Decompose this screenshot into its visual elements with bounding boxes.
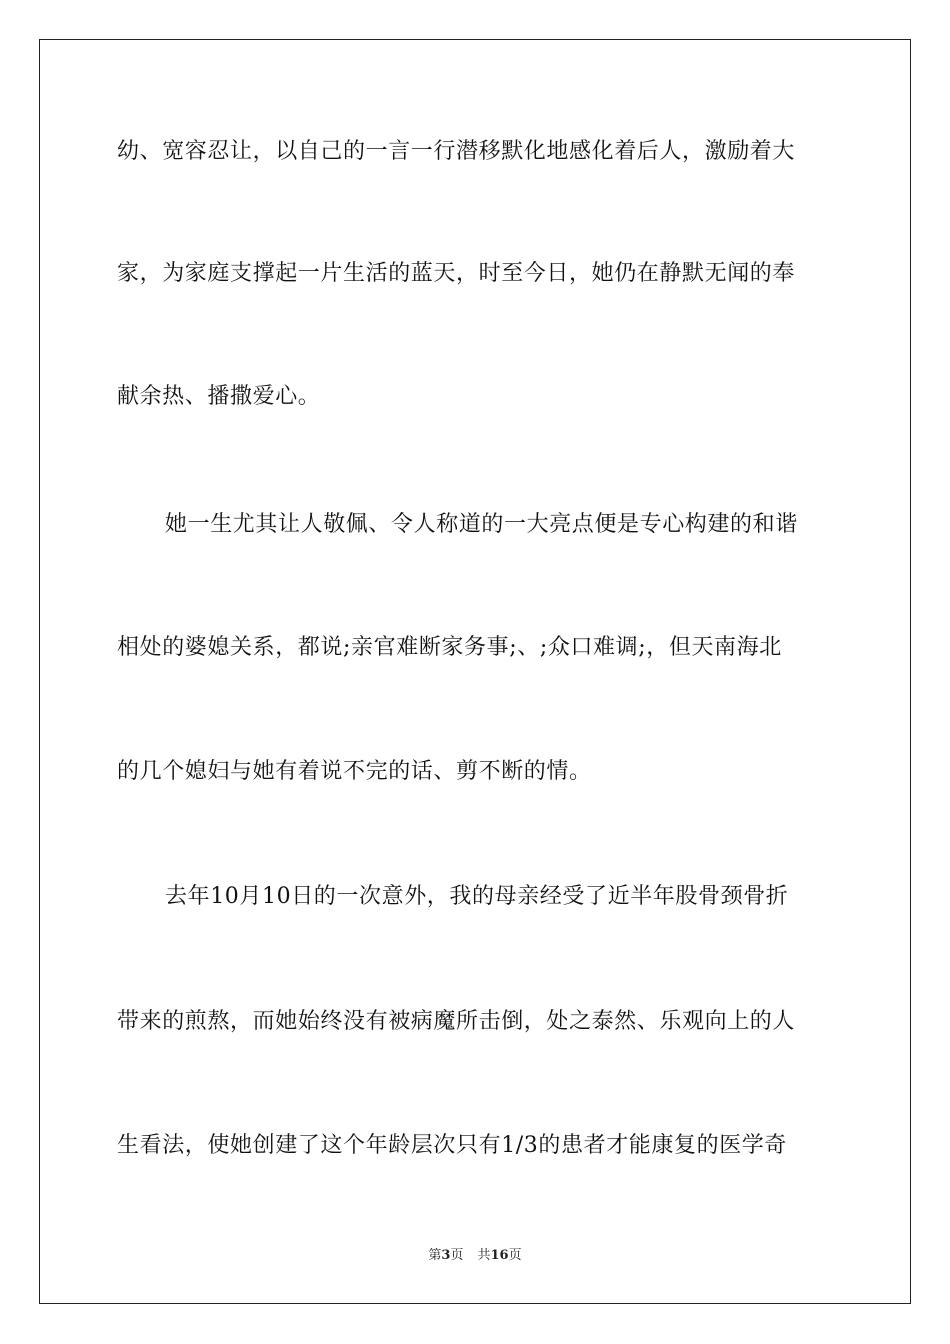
current-page-number: 3 bbox=[441, 1248, 451, 1263]
page-prefix: 第 bbox=[428, 1248, 442, 1263]
total-pages-label bbox=[477, 1248, 521, 1263]
text-line: 相处的婆媳关系，都说;亲官难断家务事;、;众口难调;，但天南海北 bbox=[117, 635, 782, 660]
text-line: 的几个媳妇与她有着说不完的话、剪不断的情。 bbox=[117, 759, 592, 784]
total-suffix: 页 bbox=[508, 1248, 522, 1263]
text-line: 带来的煎熬，而她始终没有被病魔所击倒，处之泰然、乐观向上的人 bbox=[117, 1009, 796, 1034]
page-footer bbox=[0, 1247, 950, 1265]
page-border bbox=[39, 39, 911, 1304]
text-line: 生看法，使她创建了这个年龄层次只有1/3的患者才能康复的医学奇 bbox=[117, 1133, 788, 1158]
text-line: 幼、宽容忍让，以自己的一言一行潜移默化地感化着后人，激励着大 bbox=[117, 139, 796, 164]
total-pages-number: 16 bbox=[490, 1248, 509, 1263]
text-line: 家，为家庭支撑起一片生活的蓝天，时至今日，她仍在静默无闻的奉 bbox=[117, 261, 796, 286]
page-suffix: 页 bbox=[450, 1248, 464, 1263]
page-number-label bbox=[428, 1248, 463, 1263]
text-line: 献余热、播撒爱心。 bbox=[117, 384, 321, 409]
text-line: 她一生尤其让人敬佩、令人称道的一大亮点便是专心构建的和谐 bbox=[165, 512, 798, 537]
text-line: 去年10月10日的一次意外，我的母亲经受了近半年股骨颈骨折 bbox=[165, 884, 789, 909]
total-prefix: 共 bbox=[477, 1248, 491, 1263]
